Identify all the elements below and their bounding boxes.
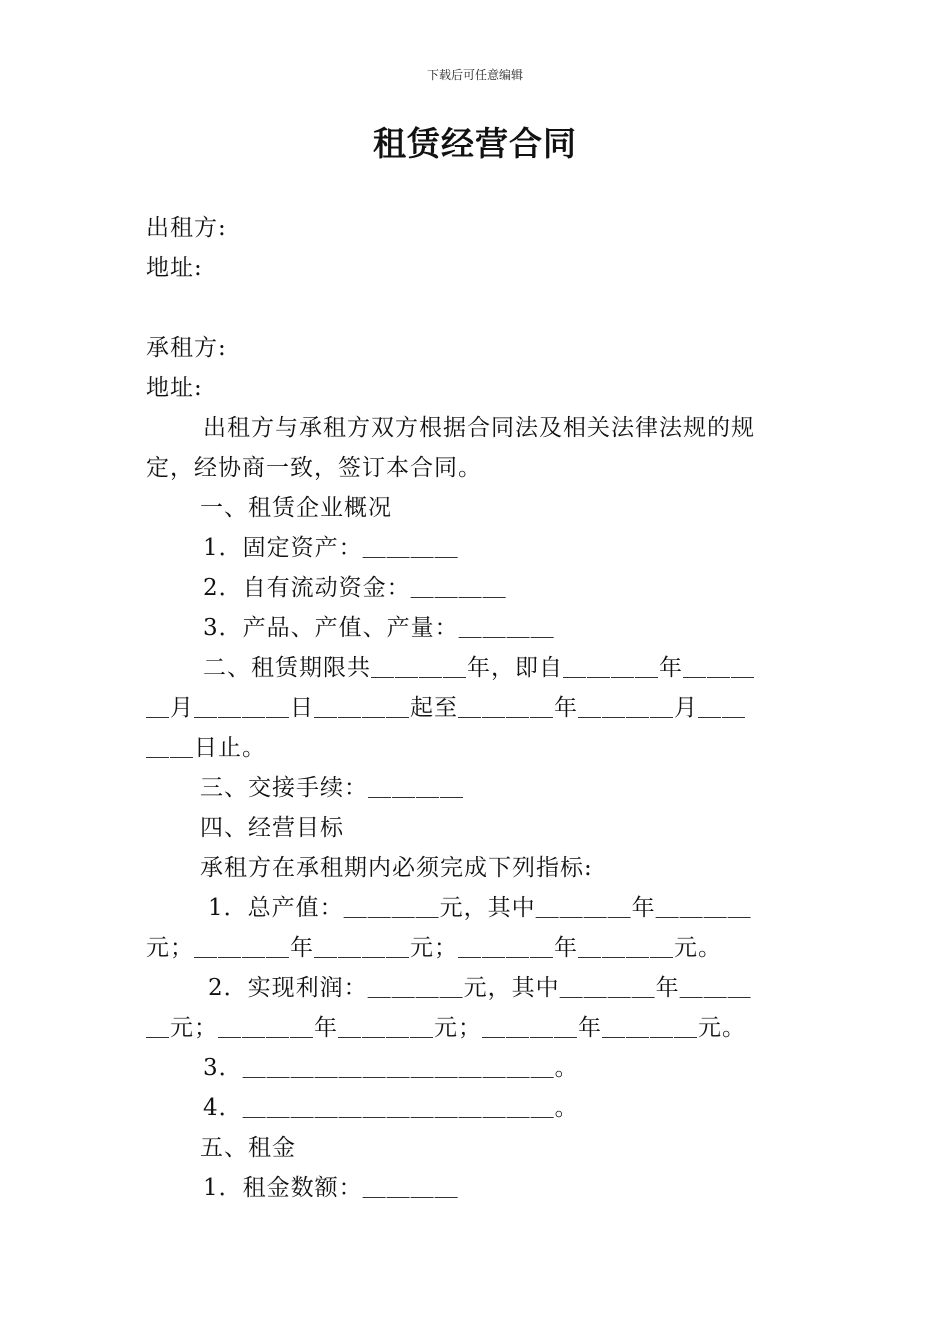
section-4-item-1-line-2: 元；＿＿＿＿年＿＿＿＿元；＿＿＿＿年＿＿＿＿元。 xyxy=(146,935,722,961)
section-4-intro: 承租方在承租期内必须完成下列指标: xyxy=(200,855,593,881)
section-4-item-3: 3．＿＿＿＿＿＿＿＿＿＿＿＿＿。 xyxy=(203,1055,579,1081)
lessor-address-label: 地址: xyxy=(146,255,203,281)
section-4-item-2-line-2: ＿元；＿＿＿＿年＿＿＿＿元；＿＿＿＿年＿＿＿＿元。 xyxy=(146,1015,746,1041)
section-5-item-1: 1．租金数额：＿＿＿＿ xyxy=(203,1175,459,1201)
blank-spacer xyxy=(146,288,808,328)
contract-body xyxy=(146,208,808,1208)
section-4-item-2-line-1: 2．实现利润：＿＿＿＿元，其中＿＿＿＿年＿＿＿ xyxy=(208,975,752,1001)
section-1-heading: 一、租赁企业概况 xyxy=(200,495,392,521)
section-1-item-3: 3．产品、产值、产量：＿＿＿＿ xyxy=(203,615,555,641)
intro-line-2: 定，经协商一致，签订本合同。 xyxy=(146,455,482,481)
lessee-label: 承租方: xyxy=(146,335,227,361)
intro-line-1: 出租方与承租方双方根据合同法及相关法律法规的规 xyxy=(203,415,755,441)
section-2-line-1: 二、租赁期限共＿＿＿＿年，即自＿＿＿＿年＿＿＿ xyxy=(203,655,755,681)
section-2-line-2: ＿月＿＿＿＿日＿＿＿＿起至＿＿＿＿年＿＿＿＿月＿＿ xyxy=(146,695,746,721)
section-4-item-1-line-1: 1．总产值：＿＿＿＿元，其中＿＿＿＿年＿＿＿＿ xyxy=(208,895,752,921)
section-5-heading: 五、租金 xyxy=(200,1135,296,1161)
section-2-line-3: ＿＿日止。 xyxy=(146,735,266,761)
document-title: 租赁经营合同 xyxy=(373,124,577,163)
header-note: 下载后可任意编辑 xyxy=(426,68,523,82)
section-3-heading: 三、交接手续：＿＿＿＿ xyxy=(200,775,464,801)
section-4-heading: 四、经营目标 xyxy=(200,815,344,841)
lessor-label: 出租方: xyxy=(146,215,227,241)
section-1-item-1: 1．固定资产：＿＿＿＿ xyxy=(203,535,459,561)
section-1-item-2: 2．自有流动资金：＿＿＿＿ xyxy=(203,575,507,601)
section-4-item-4: 4．＿＿＿＿＿＿＿＿＿＿＿＿＿。 xyxy=(203,1095,579,1121)
lessee-address-label: 地址: xyxy=(146,375,203,401)
